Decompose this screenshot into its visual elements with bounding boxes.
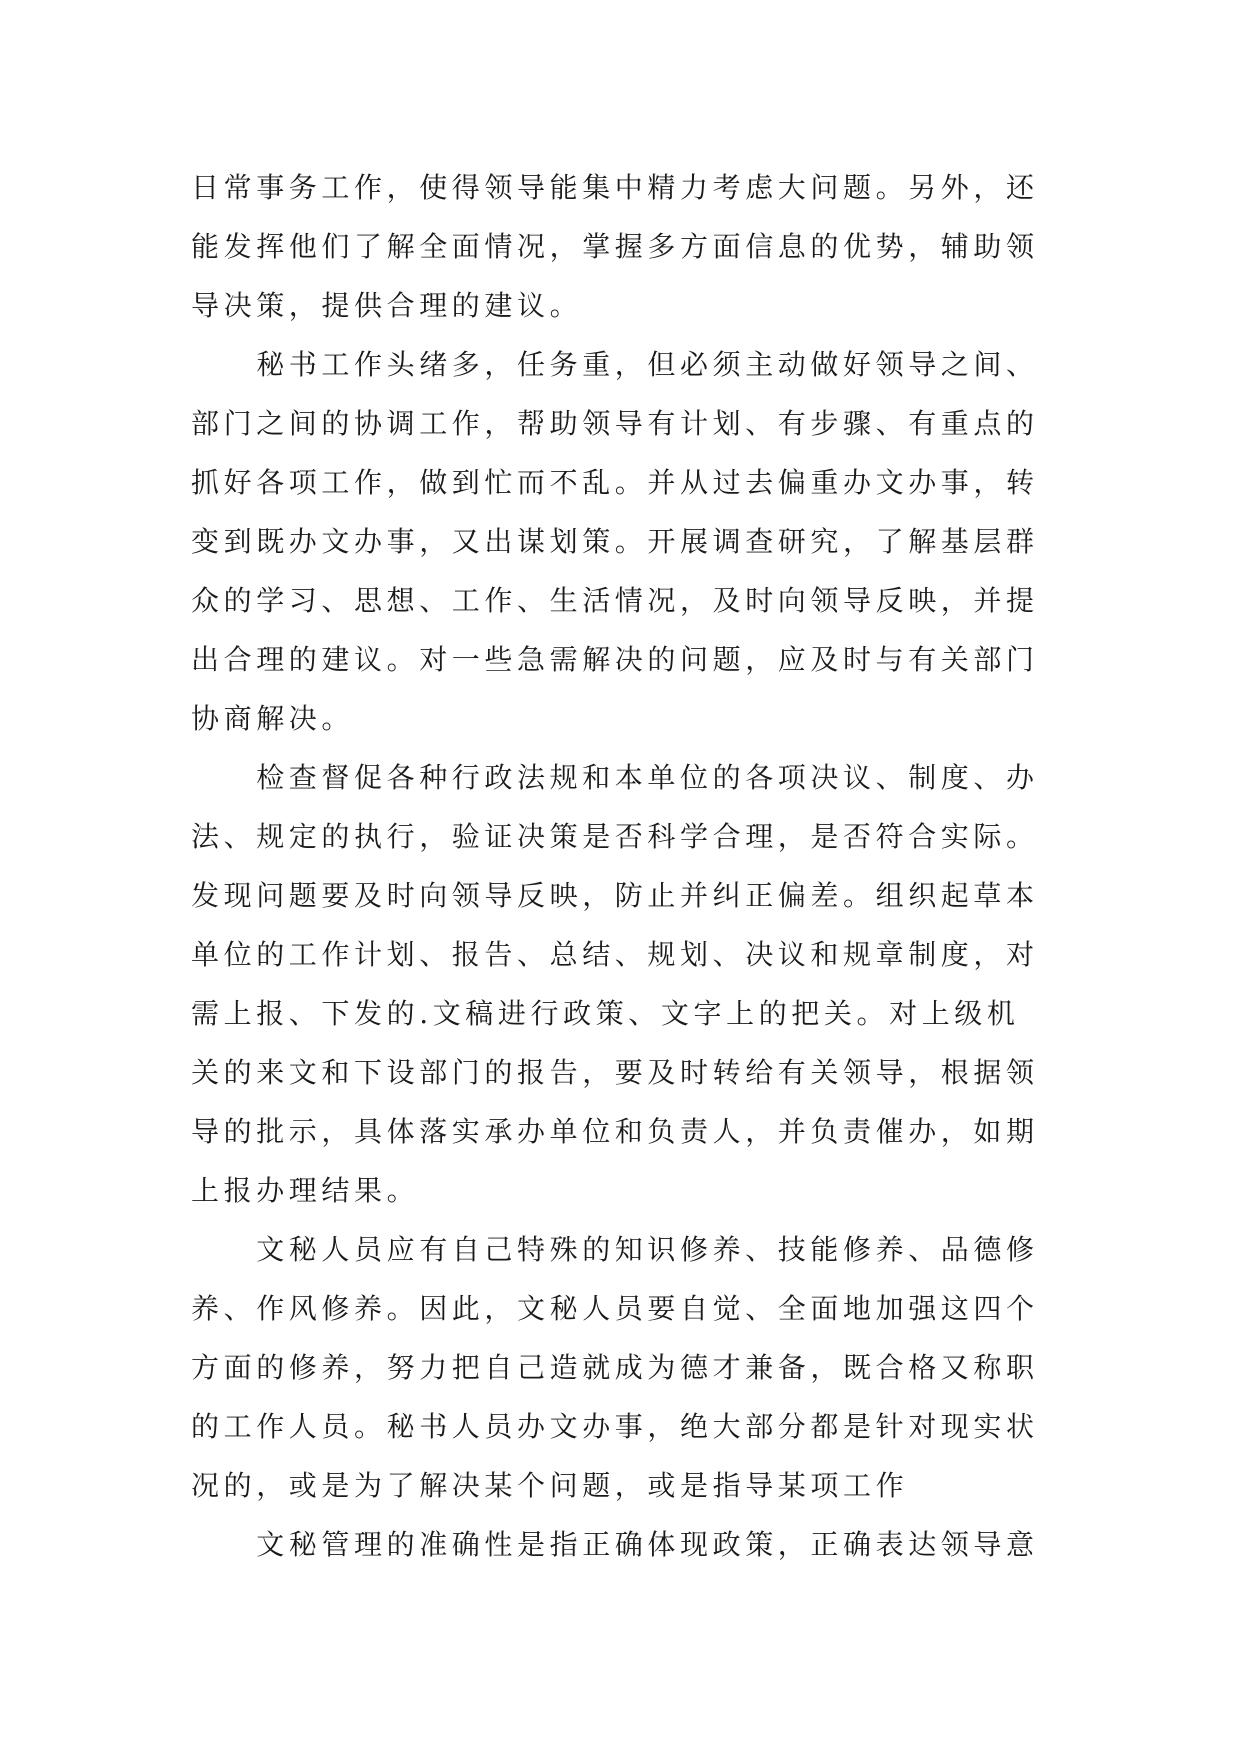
text-line: 上报办理结果。 — [191, 1174, 420, 1207]
text-line: 导决策，提供合理的建议。 — [191, 289, 583, 322]
text-line: 众的学习、思想、工作、生活情况，及时向领导反映，并提 — [191, 584, 1039, 617]
text-line: 秘书工作头绪多，任务重，但必须主动做好领导之间、 — [191, 348, 1039, 381]
text-line: 单位的工作计划、报告、总结、规划、决议和规章制度，对 — [191, 938, 1039, 971]
text-line: 需上报、下发的.文稿进行政策、文字上的把关。对上级机 — [191, 997, 1020, 1030]
text-line: 能发挥他们了解全面情况，掌握多方面信息的优势，辅助领 — [191, 230, 1039, 263]
text-line: 发现问题要及时向领导反映，防止并纠正偏差。组织起草本 — [191, 879, 1039, 912]
text-line: 变到既办文办事，又出谋划策。开展调查研究，了解基层群 — [191, 525, 1039, 558]
text-line: 养、作风修养。因此，文秘人员要自觉、全面地加强这四个 — [191, 1292, 1039, 1325]
text-line: 导的批示，具体落实承办单位和负责人，并负责催办，如期 — [191, 1115, 1039, 1148]
document-body — [191, 158, 1051, 1574]
text-line: 关的来文和下设部门的报告，要及时转给有关领导，根据领 — [191, 1056, 1039, 1089]
paragraph-1 — [191, 158, 1051, 335]
text-line: 日常事务工作，使得领导能集中精力考虑大问题。另外，还 — [191, 171, 1039, 204]
text-line: 文秘管理的准确性是指正确体现政策，正确表达领导意 — [191, 1528, 1039, 1561]
text-line: 况的，或是为了解决某个问题，或是指导某项工作 — [191, 1469, 909, 1502]
paragraph-4 — [191, 1220, 1051, 1515]
paragraph-5 — [191, 1515, 1051, 1574]
text-line: 协商解决。 — [191, 702, 355, 735]
text-line: 文秘人员应有自己特殊的知识修养、技能修养、品德修 — [191, 1233, 1039, 1266]
text-line: 法、规定的执行，验证决策是否科学合理，是否符合实际。 — [191, 820, 1039, 853]
paragraph-3 — [191, 748, 1051, 1220]
text-line: 抓好各项工作，做到忙而不乱。并从过去偏重办文办事，转 — [191, 466, 1039, 499]
text-line: 部门之间的协调工作，帮助领导有计划、有步骤、有重点的 — [191, 407, 1039, 440]
paragraph-2 — [191, 335, 1051, 748]
text-line: 的工作人员。秘书人员办文办事，绝大部分都是针对现实状 — [191, 1410, 1039, 1443]
text-line: 方面的修养，努力把自己造就成为德才兼备，既合格又称职 — [191, 1351, 1039, 1384]
text-line: 检查督促各种行政法规和本单位的各项决议、制度、办 — [191, 761, 1039, 794]
text-line: 出合理的建议。对一些急需解决的问题，应及时与有关部门 — [191, 643, 1039, 676]
